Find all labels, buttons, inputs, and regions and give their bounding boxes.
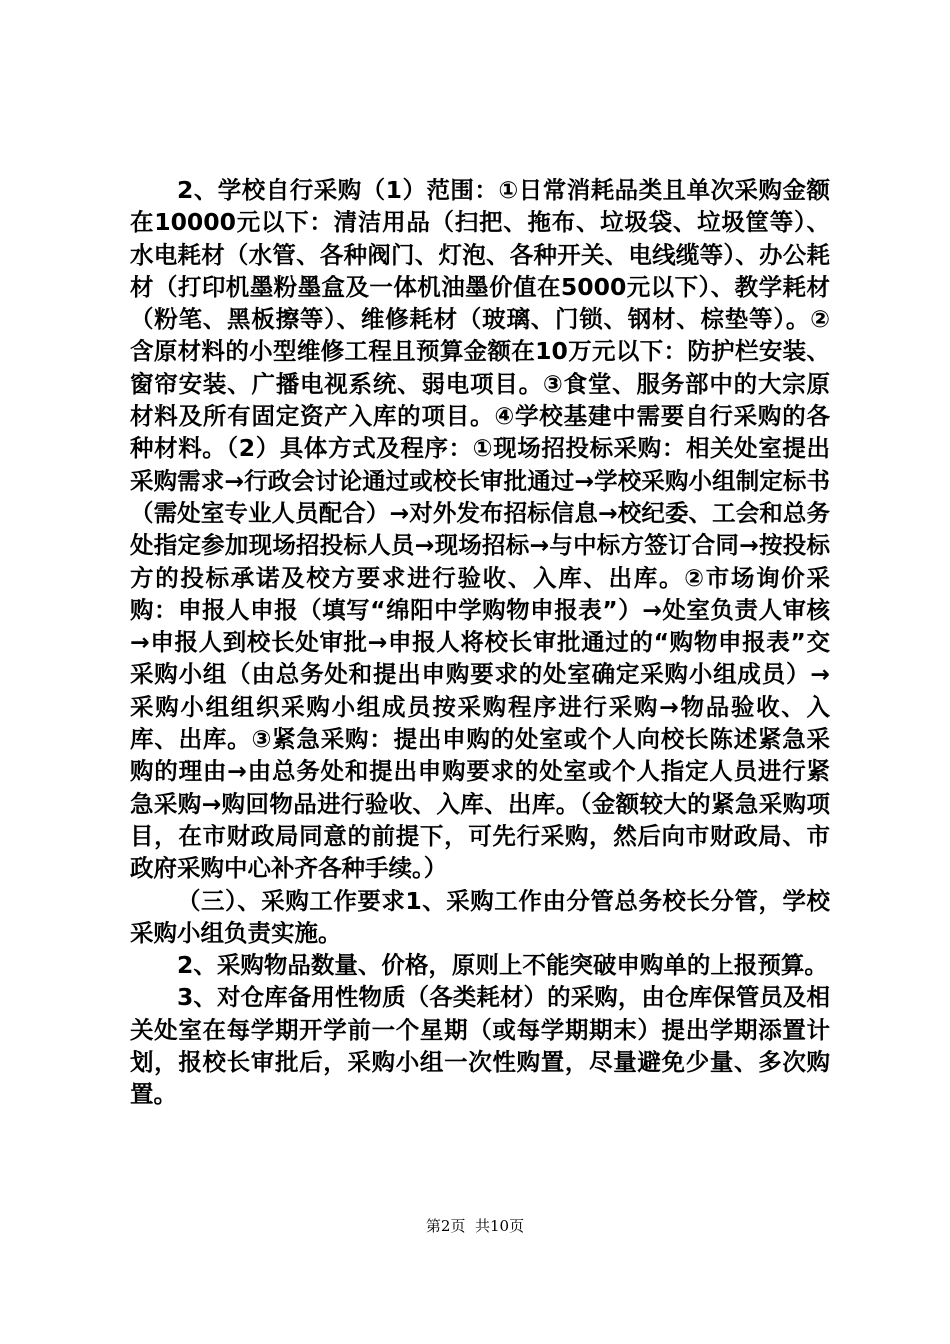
document-body — [130, 174, 830, 1111]
paragraph-school-self-procurement: 2、学校自行采购（1）范围：①日常消耗品类且单次采购金额在10000元以下：清洁用品（扫把、拖布、垃圾袋、垃圾筐等）、水电耗材（水管、各种阀门、灯泡、各种开关、电线缆等）、办公耗材（打印机墨粉墨盒及一体机油墨价值在5000元以下）、教学耗材（粉笔、黑板擦等）、维修耗材（玻璃、门锁、钢材、棕垫等）。②含原材料的小型维修工程且预算金额在10万元以下：防护栏安装、窗帘安装、广播电视系统、弱电项目。③食堂、服务部中的大宗原材料及所有固定资产入库的项目。④学校基建中需要自行采购的各种材料。（2）具体方式及程序：①现场招投标采购：相关处室提出采购需求→行政会讨论通过或校长审批通过→学校采购小组制定标书（需处室专业人员配合）→对外发布招标信息→校纪委、工会和总务处指定参加现场招投标人员→现场招标→与中标方签订合同→按投标方的投标承诺及校方要求进行验收、入库、出库。②市场询价采购：申报人申报（填写“绵阳中学购物申报表”）→处室负责人审核→申报人到校长处审批→申报人将校长审批通过的“购物申报表”交采购小组（由总务处和提出申购要求的处室确定采购小组成员）→采购小组组织采购小组成员按采购程序进行采购→物品验收、入库、出库。③紧急采购：提出申购的处室或个人向校长陈述紧急采购的理由→由总务处和提出申购要求的处室或个人指定人员进行紧急采购→购回物品进行验收、入库、出库。（金额较大的紧急采购项目，在市财政局同意的前提下，可先行采购，然后向市财政局、市政府采购中心补齐各种手续。） — [130, 176, 830, 883]
paragraph-warehouse-procurement: 3、对仓库备用性物质（各类耗材）的采购，由仓库保管员及相关处室在每学期开学前一个星期（或每学期期末）提出学期添置计划，报校长审批后，采购小组一次性购置，尽量避免少量、多次购置。 — [130, 983, 830, 1109]
paragraph-procurement-requirements: （三）、采购工作要求1、采购工作由分管总务校长分管，学校采购小组负责实施。 — [130, 886, 830, 947]
page-footer — [0, 1216, 950, 1236]
paragraph-quantity-price: 2、采购物品数量、价格，原则上不能突破申购单的上报预算。 — [177, 951, 828, 980]
page-number-label: 第2页 共10页 — [425, 1217, 525, 1235]
